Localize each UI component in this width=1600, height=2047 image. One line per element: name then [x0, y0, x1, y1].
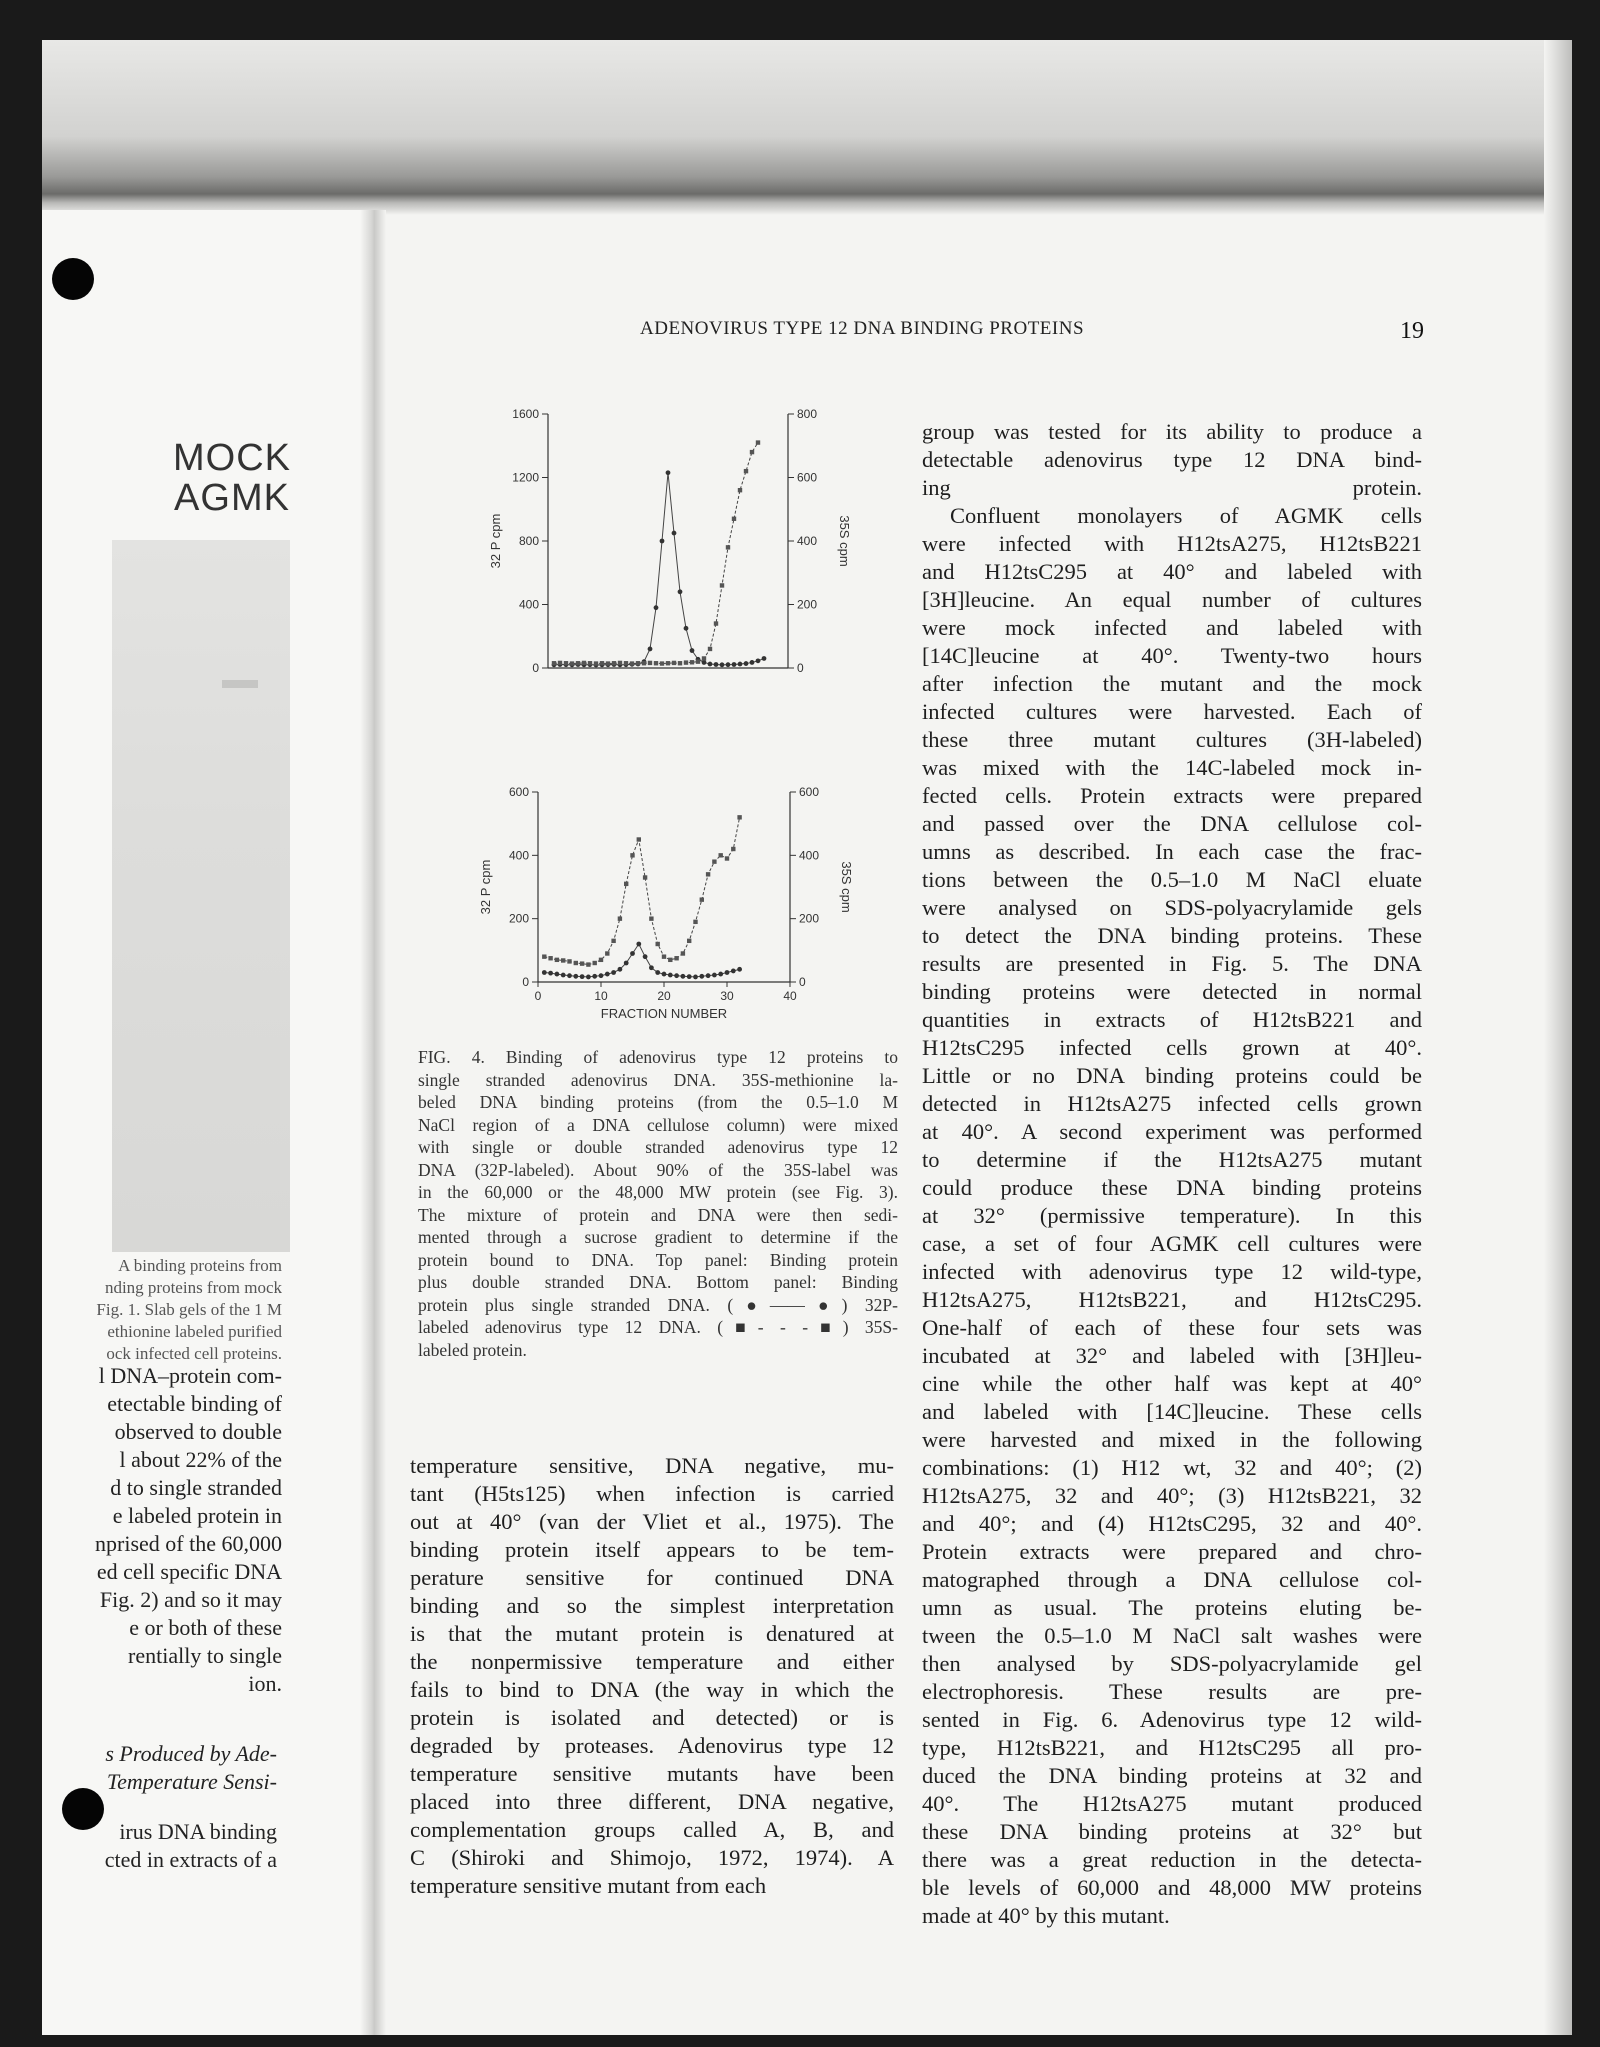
body-line: to detect the DNA binding proteins. These [922, 923, 1422, 948]
figure-4-plots [478, 398, 858, 1038]
body-line: and passed over the DNA cellulose col- [922, 811, 1422, 836]
body-line: to determine if the H12tsA275 mutant [922, 1147, 1422, 1172]
body-line: group was tested for its ability to produce a [922, 419, 1422, 444]
left-tick-label: 800 [518, 534, 539, 548]
body-line: type, H12tsB221, and H12tsC295 all pro- [922, 1735, 1422, 1760]
data-point-32p [555, 972, 560, 977]
data-point-35s [564, 661, 568, 665]
data-point-35s [611, 939, 615, 943]
data-point-32p [681, 974, 686, 979]
body-line: H12tsA275, H12tsB221, and H12tsC295. [922, 1287, 1422, 1312]
body-line: quantities in extracts of H12tsB221 and [922, 1007, 1422, 1032]
body-line: binding and so the simplest interpretation [410, 1593, 894, 1618]
data-point-32p [573, 974, 578, 979]
body-line: is that the mutant protein is denatured at [410, 1621, 894, 1646]
body-line: Confluent monolayers of AGMK cells [950, 503, 1422, 528]
data-point-35s [561, 958, 565, 962]
mock-label-line-1: MOCK [173, 437, 291, 479]
data-point-35s [738, 488, 742, 492]
body-line: [14C]leucine at 40°. Twenty-two hours [922, 643, 1422, 668]
left-facing-page [42, 210, 370, 2035]
data-point-32p [732, 662, 737, 667]
data-point-35s [586, 962, 590, 966]
data-point-32p [611, 970, 616, 975]
punch-hole-top [52, 258, 94, 300]
data-point-35s [725, 856, 729, 860]
data-point-32p [674, 973, 679, 978]
data-point-35s [555, 958, 559, 962]
gel-lane-image [112, 540, 290, 1252]
fig-caption-line: NaCl region of a DNA cellulose column) were mixed [418, 1114, 898, 1135]
body-column-right [922, 418, 1422, 1930]
right-tick-label: 800 [797, 407, 818, 421]
data-point-32p [599, 973, 604, 978]
body-line: made at 40° by this mutant. [922, 1903, 1170, 1928]
fig-caption-line: labeled protein. [418, 1339, 527, 1360]
left-body-line: cted in extracts of a [104, 1847, 277, 1872]
body-column-left [410, 1452, 894, 1900]
data-point-35s [630, 661, 634, 665]
x-tick-label: 0 [534, 989, 542, 1003]
x-tick-label: 30 [720, 989, 734, 1003]
left-tick-label: 400 [518, 597, 539, 612]
left-tick-label: 400 [508, 848, 529, 863]
data-point-32p [618, 967, 623, 972]
data-point-35s [656, 942, 660, 946]
data-point-35s [719, 853, 723, 857]
body-line: 40°. The H12tsA275 mutant produced [922, 1791, 1422, 1816]
data-point-32p [699, 974, 704, 979]
right-axis-label: 35S cpm [837, 515, 852, 567]
left-axis-label: 32 P cpm [488, 513, 503, 569]
data-point-32p [714, 662, 719, 667]
punch-hole-bottom [62, 1788, 104, 1830]
left-body-line: Fig. 2) and so it may [99, 1587, 282, 1612]
data-point-35s [744, 469, 748, 473]
body-line: tween the 0.5–1.0 M NaCl salt washes were [922, 1623, 1422, 1648]
data-point-32p [567, 973, 572, 978]
data-point-35s [662, 954, 666, 958]
data-point-32p [624, 961, 629, 966]
body-line: H12tsC295 infected cells grown at 40°. [922, 1035, 1422, 1060]
right-tick-label: 200 [797, 597, 818, 612]
data-point-32p [592, 974, 597, 979]
book-gutter [360, 210, 386, 2035]
data-point-32p [672, 531, 677, 536]
data-point-32p [720, 662, 725, 667]
data-point-35s [720, 583, 724, 587]
left-body-line: e or both of these [129, 1615, 282, 1640]
body-line: perature sensitive for continued DNA [410, 1565, 894, 1590]
left-tick-label: 0 [522, 975, 529, 989]
data-point-35s [548, 956, 552, 960]
body-line: after infection the mutant and the mock [922, 671, 1422, 696]
body-line: were mock infected and labeled with [922, 615, 1422, 640]
left-body-line: ed cell specific DNA [96, 1559, 282, 1584]
data-point-35s [750, 450, 754, 454]
right-tick-label: 600 [799, 785, 820, 799]
left-body-line: nprised of the 60,000 [95, 1531, 282, 1556]
data-point-35s [693, 920, 697, 924]
scan-top-shadow [42, 40, 1572, 215]
left-caption-line: nding proteins from mock [104, 1278, 282, 1297]
data-point-35s [636, 661, 640, 665]
data-point-35s [605, 951, 609, 955]
body-line: placed into three different, DNA negative, [410, 1789, 894, 1814]
right-axis-label: 35S cpm [839, 861, 854, 913]
body-line: One-half of each of these four sets was [922, 1315, 1422, 1340]
body-line: protein is isolated and detected) or is [410, 1705, 894, 1730]
body-line: were harvested and mixed in the following [922, 1427, 1422, 1452]
left-axis-label: 32 P cpm [478, 859, 493, 915]
data-point-35s [674, 956, 678, 960]
data-point-35s [737, 815, 741, 819]
data-point-35s [642, 661, 646, 665]
body-line: Little or no DNA binding proteins could be [922, 1063, 1422, 1088]
data-point-35s [594, 661, 598, 665]
data-point-32p [687, 974, 692, 979]
left-heading-line: s Produced by Ade- [105, 1741, 277, 1766]
data-point-35s [732, 517, 736, 521]
body-line: temperature sensitive mutants have been [410, 1761, 894, 1786]
left-tick-label: 0 [532, 661, 539, 675]
data-point-35s [580, 961, 584, 965]
data-point-32p [542, 970, 547, 975]
body-line: ing protein. [922, 475, 1422, 500]
data-point-32p [668, 973, 673, 978]
body-line: results are presented in Fig. 5. The DNA [922, 951, 1422, 976]
data-point-35s [558, 661, 562, 665]
body-line: there was a great reduction in the detecta- [922, 1847, 1422, 1872]
data-point-35s [582, 661, 586, 665]
body-line: temperature sensitive mutant from each [410, 1873, 767, 1898]
x-tick-label: 40 [783, 989, 797, 1003]
data-point-32p [643, 954, 648, 959]
data-point-32p [605, 972, 610, 977]
data-point-35s [726, 545, 730, 549]
left-caption-line: ethionine labeled purified [107, 1322, 282, 1341]
fig-caption-line: labeled adenovirus type 12 DNA. (■- - -■) 35S- [418, 1317, 898, 1337]
left-body-line: etectable binding of [107, 1391, 282, 1416]
body-line: at 40°. A second experiment was performed [922, 1119, 1422, 1144]
right-tick-label: 400 [799, 848, 820, 863]
right-tick-label: 400 [797, 534, 818, 548]
data-point-32p [630, 951, 635, 956]
data-point-35s [666, 661, 670, 665]
data-point-32p [666, 470, 671, 475]
body-line: C (Shiroki and Shimojo, 1972, 1974). A [410, 1845, 894, 1870]
body-line: at 32° (permissive temperature). In this [922, 1203, 1422, 1228]
body-line: these DNA binding proteins at 32° but [922, 1819, 1422, 1844]
data-point-32p [706, 973, 711, 978]
data-point-35s [588, 661, 592, 665]
data-point-35s [570, 661, 574, 665]
data-point-35s [731, 847, 735, 851]
body-line: degraded by proteases. Adenovirus type 12 [410, 1733, 894, 1758]
fig-caption-line: beled DNA binding proteins (from the 0.5–1.0 M [418, 1092, 898, 1112]
body-line: incubated at 32° and labeled with [3H]leu- [922, 1343, 1422, 1368]
body-line: then analysed by SDS-polyacrylamide gel [922, 1651, 1422, 1676]
body-line: Protein extracts were prepared and chro- [922, 1539, 1422, 1564]
left-fig-caption [42, 1255, 282, 1365]
mock-agmk-label [132, 438, 332, 518]
data-point-32p [648, 647, 653, 652]
body-line: was mixed with the 14C-labeled mock in- [922, 755, 1422, 780]
left-body-line: rentially to single [128, 1643, 282, 1668]
data-point-35s [696, 659, 700, 663]
left-caption-line: Fig. 1. Slab gels of the 1 M [96, 1300, 282, 1319]
body-line: tions between the 0.5–1.0 M NaCl eluate [922, 867, 1422, 892]
right-tick-label: 200 [799, 911, 820, 926]
body-line: matographed through a DNA cellulose col- [922, 1567, 1422, 1592]
series-35s-line [554, 443, 758, 664]
data-point-35s [576, 661, 580, 665]
left-body-line: l about 22% of the [119, 1447, 282, 1472]
data-point-35s [702, 656, 706, 660]
left-tick-label: 200 [508, 911, 529, 926]
body-line: ble levels of 60,000 and 48,000 MW proteins [922, 1875, 1422, 1900]
body-line: complementation groups called A, B, and [410, 1817, 894, 1842]
left-body-line: e labeled protein in [112, 1503, 282, 1528]
data-point-35s [672, 661, 676, 665]
body-line: fected cells. Protein extracts were prepared [922, 783, 1422, 808]
fig-caption-line: plus double stranded DNA. Bottom panel: Binding [418, 1272, 898, 1292]
data-point-32p [678, 589, 683, 594]
data-point-35s [600, 661, 604, 665]
fig-caption-line: protein bound to DNA. Top panel: Binding protein [418, 1249, 898, 1270]
body-line: tant (H5ts125) when infection is carried [410, 1481, 894, 1506]
data-point-32p [580, 974, 585, 979]
page-number: 19 [1400, 318, 1424, 344]
fig-caption-line: The mixture of protein and DNA were then sedi- [418, 1204, 898, 1225]
data-point-35s [712, 859, 716, 863]
gel-band [222, 680, 258, 688]
fig-caption-line: single stranded adenovirus DNA. 35S-methionine la- [418, 1069, 898, 1090]
data-point-32p [708, 662, 713, 667]
fig-caption-line: protein plus single stranded DNA. (●——●) 32P- [418, 1294, 898, 1315]
data-point-32p [561, 973, 566, 978]
fig-caption-line: in the 60,000 or the 48,000 MW protein (see Fig. 3). [418, 1182, 898, 1202]
figure-caption [418, 1046, 898, 1361]
left-body-text [42, 1362, 282, 1698]
left-caption-line: ock infected cell proteins. [106, 1344, 282, 1363]
data-point-35s [567, 959, 571, 963]
data-point-35s [714, 621, 718, 625]
data-point-35s [624, 661, 628, 665]
fig-caption-line: mented through a sucrose gradient to determine if the [418, 1227, 898, 1247]
data-point-32p [712, 973, 717, 978]
data-point-35s [624, 882, 628, 886]
body-line: binding protein itself appears to be tem- [410, 1537, 894, 1562]
data-point-35s [684, 660, 688, 664]
right-tick-label: 600 [797, 470, 818, 485]
left-body-line: ion. [248, 1671, 282, 1696]
fig-caption-line: DNA (32P-labeled). About 90% of the 35S-label was [418, 1159, 898, 1180]
series-32p-line [554, 473, 764, 665]
body-line: [3H]leucine. An equal number of cultures [922, 587, 1422, 612]
data-point-32p [718, 972, 723, 977]
x-axis-label: FRACTION NUMBER [600, 1006, 728, 1021]
right-tick-label: 0 [797, 661, 804, 675]
body-line: duced the DNA binding proteins at 32 and [922, 1763, 1422, 1788]
data-point-32p [548, 971, 553, 976]
body-line: case, a set of four AGMK cell cultures were [922, 1231, 1422, 1256]
data-point-35s [648, 661, 652, 665]
data-point-35s [756, 440, 760, 444]
data-point-35s [630, 853, 634, 857]
body-line: out at 40° (van der Vliet et al., 1975). The [410, 1509, 894, 1534]
data-point-32p [762, 656, 767, 661]
data-point-35s [618, 916, 622, 920]
data-point-32p [725, 970, 730, 975]
data-point-35s [700, 897, 704, 901]
left-body-line: observed to double [114, 1419, 282, 1444]
data-point-32p [636, 942, 641, 947]
left-tick-label: 1600 [512, 407, 539, 421]
data-point-35s [681, 951, 685, 955]
data-point-32p [693, 975, 698, 980]
body-line: could produce these DNA binding proteins [922, 1175, 1422, 1200]
data-point-35s [649, 916, 653, 920]
mock-label-line-2: AGMK [174, 477, 290, 519]
body-line: infected with adenovirus type 12 wild-type, [922, 1259, 1422, 1284]
right-tick-label: 0 [799, 975, 806, 989]
data-point-35s [706, 872, 710, 876]
data-point-35s [708, 647, 712, 651]
body-line: cine while the other half was kept at 40° [922, 1371, 1422, 1396]
body-line: H12tsA275, 32 and 40°; (3) H12tsB221, 32 [922, 1483, 1422, 1508]
left-body-line: irus DNA binding [119, 1819, 277, 1844]
body-line: umns as described. In each case the frac- [922, 839, 1422, 864]
data-point-35s [643, 875, 647, 879]
left-heading-line: Temperature Sensi- [106, 1769, 277, 1794]
data-point-32p [662, 972, 667, 977]
figure-4 [478, 398, 858, 1038]
data-point-35s [574, 961, 578, 965]
series-32p-line [544, 944, 739, 977]
data-point-32p [737, 967, 742, 972]
data-point-35s [668, 958, 672, 962]
body-line: and labeled with [14C]leucine. These cells [922, 1399, 1422, 1424]
body-line: and H12tsC295 at 40° and labeled with [922, 559, 1422, 584]
scan-right-edge [1544, 40, 1572, 2035]
data-point-35s [599, 958, 603, 962]
data-point-35s [552, 661, 556, 665]
left-body-line: d to single stranded [110, 1475, 282, 1500]
body-line: detectable adenovirus type 12 DNA bind- [922, 447, 1422, 472]
series-35s-line [544, 817, 739, 964]
body-line: temperature sensitive, DNA negative, mu- [410, 1453, 894, 1478]
body-line: infected cultures were harvested. Each of [922, 699, 1422, 724]
data-point-35s [654, 661, 658, 665]
fig-caption-line: FIG. 4. Binding of adenovirus type 12 proteins to [418, 1047, 898, 1067]
body-line: electrophoresis. These results are pre- [922, 1679, 1422, 1704]
data-point-32p [756, 658, 761, 663]
data-point-32p [586, 975, 591, 980]
data-point-32p [726, 662, 731, 667]
data-point-32p [660, 539, 665, 544]
data-point-35s [687, 939, 691, 943]
left-tick-label: 600 [508, 785, 529, 799]
running-head: ADENOVIRUS TYPE 12 DNA BINDING PROTEINS [640, 318, 1085, 339]
left-caption-line: A binding proteins from [118, 1256, 282, 1275]
x-tick-label: 20 [657, 989, 671, 1003]
data-point-32p [750, 660, 755, 665]
left-body-line: l DNA–protein com- [98, 1363, 282, 1388]
x-tick-label: 10 [594, 989, 608, 1003]
body-line: umn as usual. The proteins eluting be- [922, 1595, 1422, 1620]
data-point-35s [606, 661, 610, 665]
data-point-32p [649, 965, 654, 970]
body-line: were infected with H12tsA275, H12tsB221 [922, 531, 1422, 556]
left-tick-label: 1200 [512, 470, 539, 485]
body-line: were analysed on SDS-polyacrylamide gels [922, 895, 1422, 920]
data-point-35s [542, 954, 546, 958]
data-point-32p [702, 660, 707, 665]
body-line: these three mutant cultures (3H-labeled) [922, 727, 1422, 752]
data-point-32p [654, 605, 659, 610]
body-line: combinations: (1) H12 wt, 32 and 40°; (2) [922, 1455, 1422, 1480]
data-point-32p [684, 626, 689, 631]
body-line: detected in H12tsA275 infected cells grown [922, 1091, 1422, 1116]
body-line: and 40°; and (4) H12tsC295, 32 and 40°. [922, 1511, 1422, 1536]
data-point-32p [655, 970, 660, 975]
data-point-35s [618, 661, 622, 665]
fig-caption-line: with single or double stranded adenovirus type 12 [418, 1137, 898, 1157]
data-point-35s [678, 661, 682, 665]
body-line: the nonpermissive temperature and either [410, 1649, 894, 1674]
data-point-35s [593, 961, 597, 965]
data-point-35s [612, 661, 616, 665]
data-point-32p [738, 662, 743, 667]
body-line: fails to bind to DNA (the way in which the [410, 1677, 894, 1702]
body-line: sented in Fig. 6. Adenovirus type 12 wild- [922, 1707, 1422, 1732]
data-point-35s [660, 661, 664, 665]
data-point-32p [690, 648, 695, 653]
data-point-35s [637, 837, 641, 841]
data-point-35s [690, 660, 694, 664]
body-line: binding proteins were detected in normal [922, 979, 1422, 1004]
data-point-32p [731, 969, 736, 974]
data-point-32p [744, 661, 749, 666]
